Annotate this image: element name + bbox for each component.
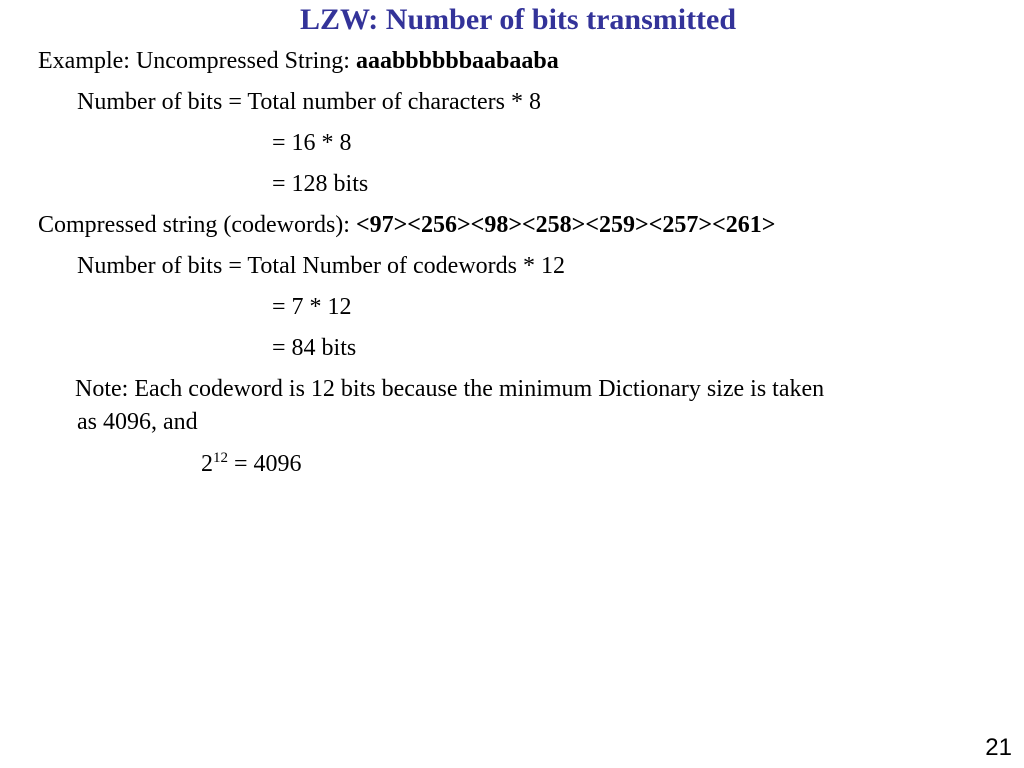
slide-title: LZW: Number of bits transmitted (299, 3, 737, 36)
note-line-2: as 4096, and (77, 409, 198, 435)
uncompressed-bits-result: = 128 bits (272, 171, 369, 197)
compressed-codewords: <97><256><98><258><259><257><261> (355, 212, 776, 238)
power-result: = 4096 (228, 451, 302, 477)
compressed-bits-formula: Number of bits = Total Number of codewords * 12 (77, 253, 565, 279)
power-base: 2 (201, 451, 213, 477)
example-line (38, 46, 559, 76)
example-label: Example: Uncompressed String: (38, 48, 356, 74)
note-line-1: Note: Each codeword is 12 bits because the minimum Dictionary size is taken (75, 376, 825, 402)
compressed-bits-result: = 84 bits (272, 335, 357, 361)
compressed-bits-step1: = 7 * 12 (272, 294, 352, 320)
power-equation (201, 449, 302, 482)
compressed-line (38, 210, 775, 240)
page-number: 21 (985, 734, 1012, 761)
uncompressed-string: aaabbbbbbaabaaba (355, 48, 559, 74)
power-exponent: 12 (213, 450, 228, 466)
uncompressed-bits-formula: Number of bits = Total number of characters * 8 (77, 89, 541, 115)
compressed-label: Compressed string (codewords): (38, 212, 356, 238)
uncompressed-bits-step1: = 16 * 8 (272, 130, 352, 156)
